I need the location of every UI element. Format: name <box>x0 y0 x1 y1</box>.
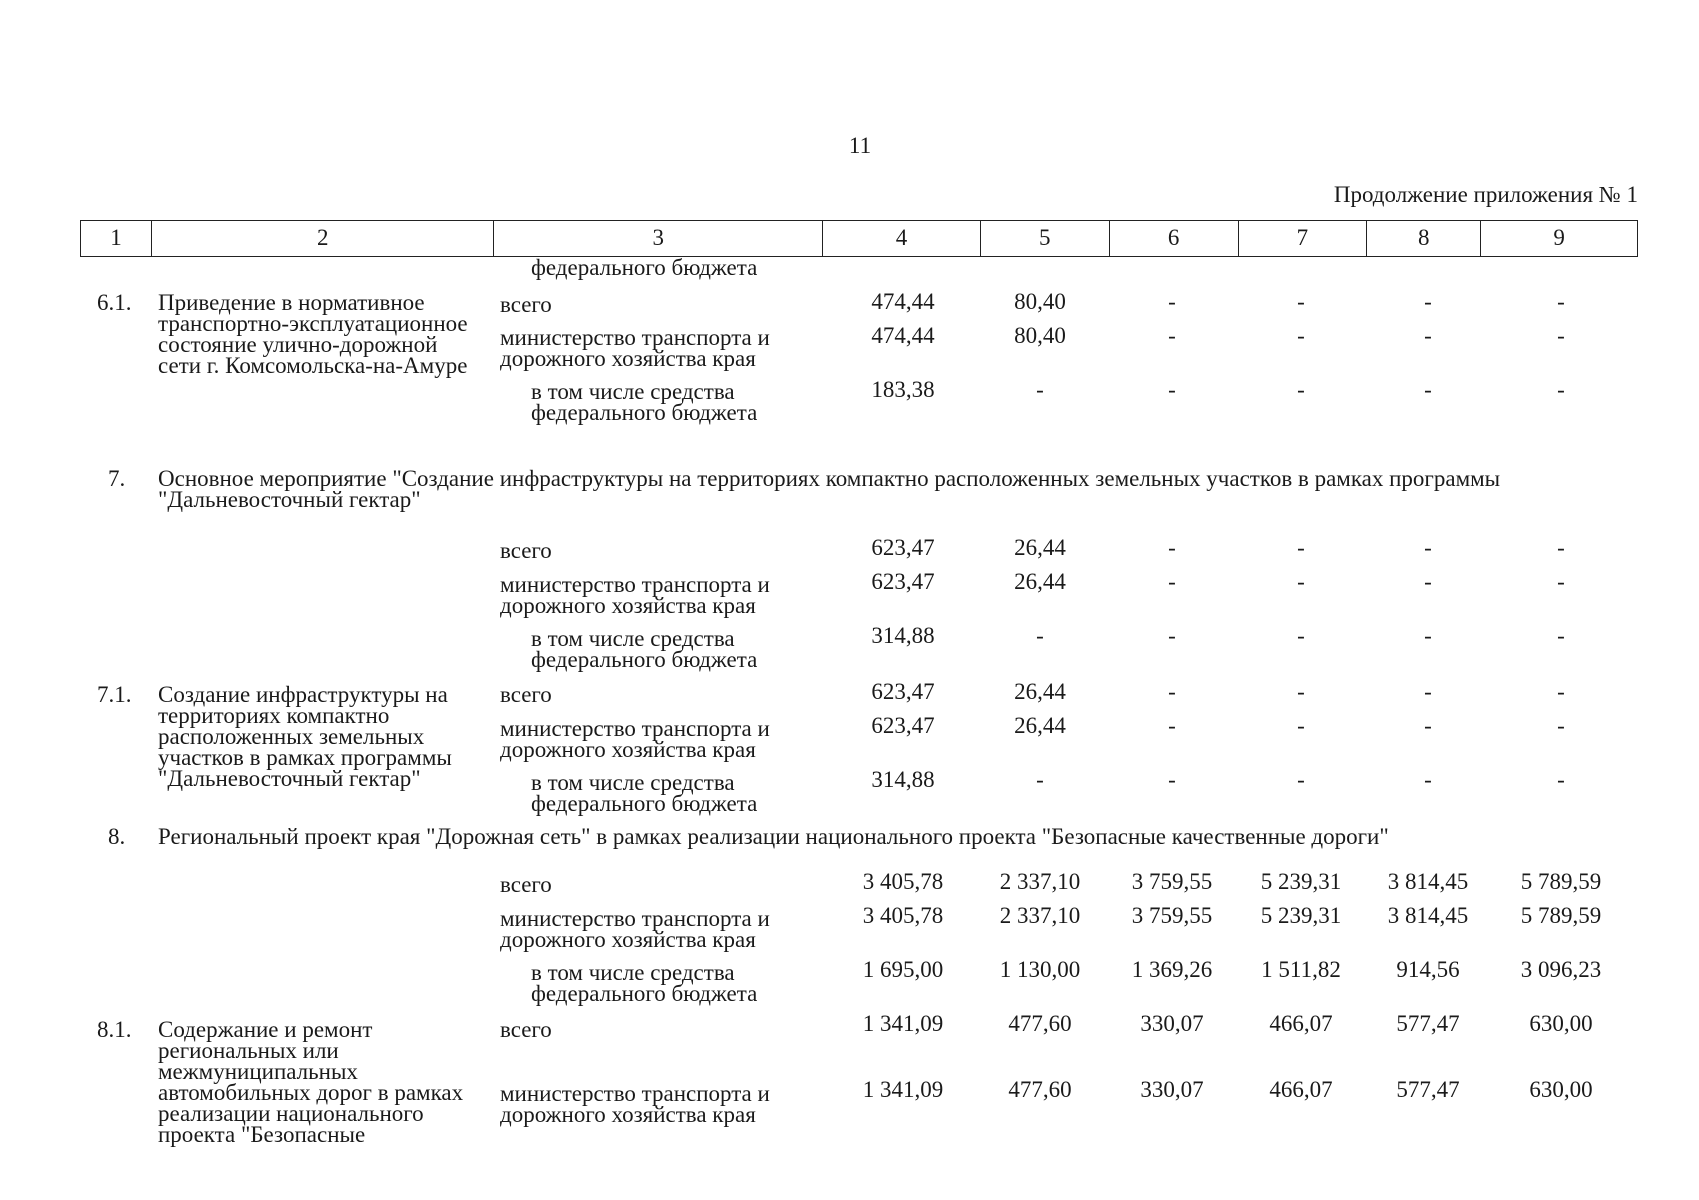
value-cell-col-9: 630,00 <box>1529 1011 1593 1036</box>
value-cell-col-8: - <box>1424 569 1432 594</box>
header-col-4: 4 <box>823 221 981 256</box>
value-cell-col-6: - <box>1168 679 1176 704</box>
source-total: всего <box>500 682 552 707</box>
row-name-7: Основное мероприятие "Создание инфраструктуры на территориях компактно расположенных земельных участков в рамках программы "Дальневосточный гектар" <box>158 466 1501 512</box>
value-cell-col-8: - <box>1424 535 1432 560</box>
header-col-2: 2 <box>152 221 495 256</box>
value-cell-col-8: - <box>1424 289 1432 314</box>
source-federal: в том числе средства федерального бюджета <box>531 626 758 672</box>
source-ministry: министерство транспорта и дорожного хозяйства края <box>500 1081 770 1127</box>
value-cell-col-6: 3 759,55 <box>1131 869 1213 894</box>
row-name-7-1: Создание инфраструктуры на территориях компактно расположенных земельных участков в рамках программы "Дальневосточный гектар" <box>158 682 452 791</box>
value-cell-col-5: 477,60 <box>1008 1011 1072 1036</box>
row-number-7-1: 7.1. <box>97 682 132 707</box>
value-cell-col-9: 630,00 <box>1529 1077 1593 1102</box>
source-total: всего <box>500 1017 552 1042</box>
appendix-note: Продолжение приложения № 1 <box>1333 182 1638 207</box>
value-cell-col-9: - <box>1557 377 1565 402</box>
source-total: всего <box>500 872 552 897</box>
value-cell-col-6: 1 369,26 <box>1131 957 1213 982</box>
source-total: всего <box>500 292 552 317</box>
value-cell-col-9: - <box>1557 623 1565 648</box>
value-cell-col-7: - <box>1297 323 1305 348</box>
value-cell-col-5: 2 337,10 <box>999 869 1081 894</box>
value-cell-col-7: - <box>1297 377 1305 402</box>
value-cell-col-9: - <box>1557 679 1565 704</box>
value-cell-col-8: - <box>1424 377 1432 402</box>
value-cell-col-7: - <box>1297 767 1305 792</box>
value-cell-col-4: 623,47 <box>871 679 935 704</box>
value-cell-col-5: - <box>1036 377 1044 402</box>
source-ministry: министерство транспорта и дорожного хозяйства края <box>500 906 770 952</box>
value-cell-col-8: - <box>1424 623 1432 648</box>
value-cell-col-5: 1 130,00 <box>999 957 1081 982</box>
header-col-7: 7 <box>1239 221 1368 256</box>
value-cell-col-5: 2 337,10 <box>999 903 1081 928</box>
value-cell-col-5: 26,44 <box>1014 569 1066 594</box>
value-cell-col-5: 26,44 <box>1014 713 1066 738</box>
value-cell-col-6: - <box>1168 289 1176 314</box>
value-cell-col-6: - <box>1168 535 1176 560</box>
value-cell-col-5: 477,60 <box>1008 1077 1072 1102</box>
value-cell-col-5: - <box>1036 623 1044 648</box>
value-cell-col-9: - <box>1557 323 1565 348</box>
value-cell-col-9: - <box>1557 535 1565 560</box>
value-cell-col-4: 474,44 <box>871 323 935 348</box>
row-number-8-1: 8.1. <box>97 1017 132 1042</box>
value-cell-col-6: - <box>1168 323 1176 348</box>
header-col-9: 9 <box>1553 225 1565 250</box>
value-cell-col-6: - <box>1168 767 1176 792</box>
value-cell-col-6: - <box>1168 569 1176 594</box>
value-cell-col-5: 26,44 <box>1014 535 1066 560</box>
value-cell-col-4: 183,38 <box>871 377 935 402</box>
value-cell-col-6: - <box>1168 623 1176 648</box>
value-cell-col-9: 5 789,59 <box>1520 903 1602 928</box>
value-cell-col-5: - <box>1036 767 1044 792</box>
row-number-7: 7. <box>108 466 126 491</box>
value-cell-col-6: 330,07 <box>1140 1077 1204 1102</box>
value-cell-col-8: - <box>1424 323 1432 348</box>
value-cell-col-6: - <box>1168 377 1176 402</box>
row-number-6-1: 6.1. <box>97 290 132 315</box>
value-cell-col-7: - <box>1297 679 1305 704</box>
source-ministry: министерство транспорта и дорожного хозяйства края <box>500 572 770 618</box>
value-cell-col-7: 5 239,31 <box>1260 869 1342 894</box>
value-cell-col-6: 330,07 <box>1140 1011 1204 1036</box>
value-cell-col-8: - <box>1424 713 1432 738</box>
value-cell-col-9: - <box>1557 767 1565 792</box>
value-cell-col-5: 80,40 <box>1014 289 1066 314</box>
row-number-8: 8. <box>108 824 126 849</box>
source-ministry: министерство транспорта и дорожного хозяйства края <box>500 716 770 762</box>
value-cell-col-6: - <box>1168 713 1176 738</box>
value-cell-col-4: 1 695,00 <box>862 957 944 982</box>
value-cell-col-9: - <box>1557 289 1565 314</box>
header-col-1: 1 <box>81 221 152 256</box>
value-cell-col-6: 3 759,55 <box>1131 903 1213 928</box>
header-col-3: 3 <box>494 221 823 256</box>
row-name-8-1: Содержание и ремонт региональных или межмуниципальных автомобильных дорог в рамках реализации национального проекта "Безопасные <box>158 1017 464 1147</box>
header-col-5: 5 <box>981 221 1110 256</box>
row-name-6-1: Приведение в нормативное транспортно-эксплуатационное состояние улично-дорожной сети г. Комсомольска-на-Амуре <box>158 290 468 378</box>
source-federal: в том числе средства федерального бюджета <box>531 379 758 425</box>
value-cell-col-4: 1 341,09 <box>862 1077 944 1102</box>
value-cell-col-7: 466,07 <box>1269 1077 1333 1102</box>
value-cell-col-4: 1 341,09 <box>862 1011 944 1036</box>
value-cell-col-4: 623,47 <box>871 569 935 594</box>
value-cell-col-4: 314,88 <box>871 767 935 792</box>
row-name-8: Региональный проект края "Дорожная сеть" в рамках реализации национального проекта "Безопасные качественные дороги" <box>158 824 1389 849</box>
value-cell-col-4: 3 405,78 <box>862 869 944 894</box>
value-cell-col-7: - <box>1297 569 1305 594</box>
value-cell-col-5: 26,44 <box>1014 679 1066 704</box>
continued-source-label: федерального бюджета <box>531 255 758 280</box>
value-cell-col-7: 466,07 <box>1269 1011 1333 1036</box>
page-number: 11 <box>848 133 872 158</box>
header-col-6: 6 <box>1110 221 1239 256</box>
value-cell-col-5: 80,40 <box>1014 323 1066 348</box>
value-cell-col-9: 3 096,23 <box>1520 957 1602 982</box>
value-cell-col-4: 314,88 <box>871 623 935 648</box>
value-cell-col-4: 623,47 <box>871 713 935 738</box>
source-total: всего <box>500 538 552 563</box>
value-cell-col-7: - <box>1297 289 1305 314</box>
header-col-8: 8 <box>1367 221 1481 256</box>
value-cell-col-4: 623,47 <box>871 535 935 560</box>
source-federal: в том числе средства федерального бюджета <box>531 770 758 816</box>
value-cell-col-7: - <box>1297 713 1305 738</box>
value-cell-col-7: 1 511,82 <box>1261 957 1341 982</box>
source-ministry: министерство транспорта и дорожного хозяйства края <box>500 325 770 371</box>
value-cell-col-8: 3 814,45 <box>1387 869 1469 894</box>
value-cell-col-9: - <box>1557 713 1565 738</box>
value-cell-col-8: 914,56 <box>1396 957 1460 982</box>
value-cell-col-8: 577,47 <box>1396 1011 1460 1036</box>
value-cell-col-7: 5 239,31 <box>1260 903 1342 928</box>
source-federal: в том числе средства федерального бюджета <box>531 960 758 1006</box>
table-header-row <box>80 220 1638 257</box>
value-cell-col-4: 474,44 <box>871 289 935 314</box>
value-cell-col-7: - <box>1297 535 1305 560</box>
value-cell-col-8: 3 814,45 <box>1387 903 1469 928</box>
value-cell-col-8: - <box>1424 679 1432 704</box>
value-cell-col-9: - <box>1557 569 1565 594</box>
value-cell-col-9: 5 789,59 <box>1520 869 1602 894</box>
value-cell-col-4: 3 405,78 <box>862 903 944 928</box>
value-cell-col-7: - <box>1297 623 1305 648</box>
value-cell-col-8: - <box>1424 767 1432 792</box>
value-cell-col-8: 577,47 <box>1396 1077 1460 1102</box>
